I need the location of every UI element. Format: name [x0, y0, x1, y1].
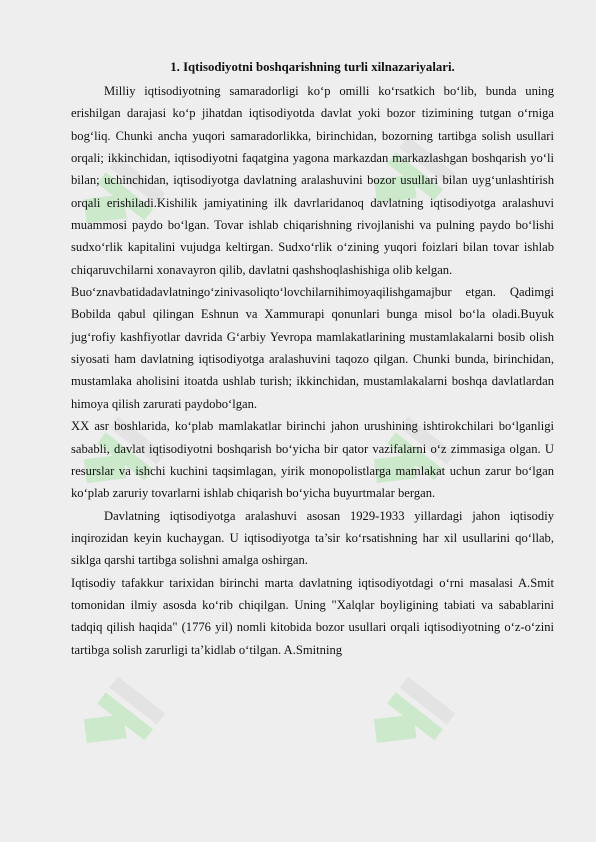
paragraph-5: Iqtisodiy tafakkur tarixidan birinchi marta davlatning iqtisodiyotdagi o‘rni masalasi A.Smit tomonidan ilmiy asosda ko‘rib chiqilgan. Uning "Xalqlar boyligining tabiati va sabablarini tadqiq qilish haqida" (1776 yil) nomli kitobida bozor usullari orqali iqtisodiyotning o‘z-o‘zini tartibga solish zarurligi ta’kidlab o‘tilgan. A.Smitning — [71, 575, 554, 657]
paragraph-3: XX asr boshlarida, ko‘plab mamlakatlar birinchi jahon urushining ishtirokchilari bo‘lganligi sababli, davlat iqtisodiyotni boshqarish bo‘yicha bir qator vazifalarni o‘z zimmasiga olgan. U resurslar va ishchi kuchini taqsimlagan, yirik monopolistlarga mamlakat uchun zarur bo‘lgan ko‘plab zaruriy tovarlarni ishlab chiqarish bo‘yicha buyurtmalar bergan. — [71, 419, 554, 501]
section-title: 1. Iqtisodiyotni boshqarishning turli xilnazariyalari. — [170, 60, 455, 74]
paragraph-4: Davlatning iqtisodiyotga aralashuvi asosan 1929-1933 yillardagi jahon iqtisodiy inqirozidan keyin kuchaygan. U iqtisodiyotga ta’sir ko‘rsatishning har xil usullarini qo‘llab, siklga qarshi tartibga solishni amalga oshirgan. — [71, 508, 554, 568]
document-body — [71, 56, 554, 661]
paragraph-1: Milliy iqtisodiyotning samaradorligi ko‘p omilli ko‘rsatkich bo‘lib, bunda uning erishilgan darajasi ko‘p jihatdan iqtisodiyotda davlat yoki bozor tizimining tutgan o‘rniga bog‘liq. Chunki ancha yuqori samaradorlikka, birinchidan, bozorning tartibga solish usullari orqali; ikkinchidan, iqtisodiyotni faqatgina yagona markazdan markazlashgan boshqarish yo‘li bilan; uchinchidan, iqtisodiyotga davlatning aralashuvini bozor usullari bilan uyg‘unlashtirish orqali erishiladi.Kishilik jamiyatining ilk davrlaridanoq davlatning iqtisodiyotga aralashuvi muammosi paydo bo‘lgan. Tovar ishlab chiqarishning rivojlanishi va pulning paydo bo‘lishi sudxo‘rlik kapitalini vujudga keltirgan. Sudxo‘rlik o‘zining yuqori foizlari bilan tovar ishlab chiqaruvchilarni xonavayron qilib, davlatni qashshoqlashishiga olib kelgan. — [71, 84, 554, 277]
paragraph-2: Buo‘znavbatidadavlatningo‘zinivasoliqto‘lovchilarnihimoyaqilishgamajbur etgan. Qadimgi Bobilda qabul qilingan Eshnun va Xammurapi qonunlari bunga misol bo‘la oladi.Buyuk jug‘rofiy kashfiyotlar davrida G‘arbiy Yevropa mamlakatlarining mustamlakalarni bosib olish siyosati ham davlatning iqtisodiyotga aralashuvini taqozo qilgan. Chunki bunda, birinchidan, mustamlaka aholisini itoatda ushlab turish; ikkinchidan, mustamlakalarni boshqa davlatlardan himoya qilish zarurati paydobo‘lgan. — [71, 285, 554, 411]
